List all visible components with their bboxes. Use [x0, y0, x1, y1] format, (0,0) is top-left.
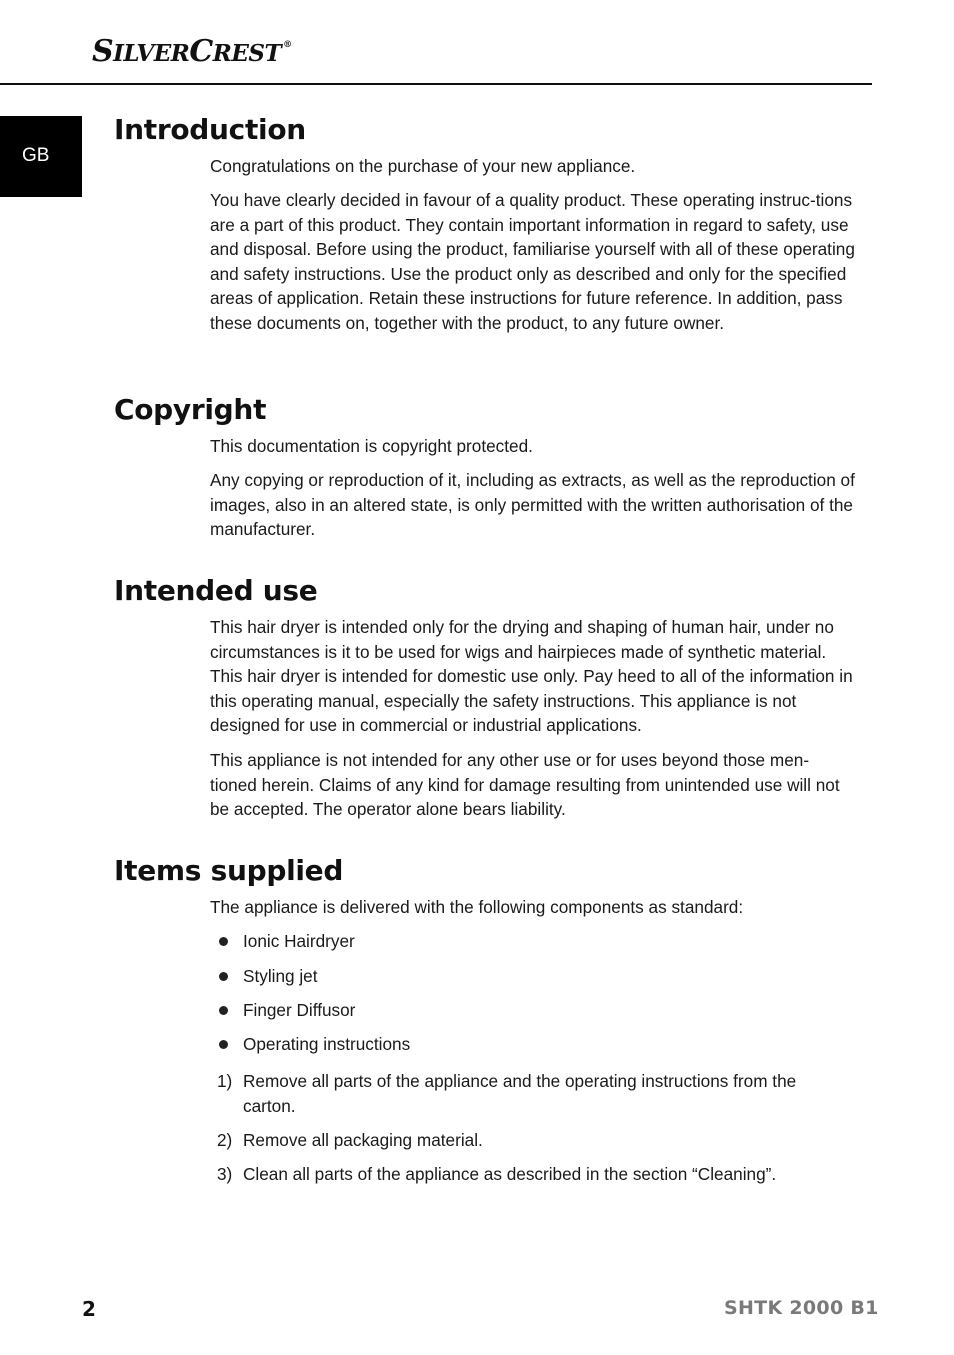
step-number: 1) [217, 1071, 233, 1091]
step-number: 2) [217, 1130, 233, 1150]
list-item-text: Styling jet [243, 966, 318, 986]
brand-logo [92, 34, 292, 69]
step-text: Remove all parts of the appliance and the operating instructions from the carton. [243, 1071, 797, 1116]
introduction-paragraph-1: Congratulations on the purchase of your new appliance. [210, 156, 636, 176]
logo-c: C [189, 34, 213, 69]
copyright-paragraph-2: Any copying or reproduction of it, including as extracts, as well as the reproduction of images, also in an altered state, is only permitted with the written authorisation of the manufacturer. [210, 470, 855, 540]
intended-use-heading: Intended use [114, 574, 318, 607]
bullet-dot-icon [219, 1040, 228, 1049]
header-divider [0, 83, 872, 85]
bullet-dot-icon [219, 937, 228, 946]
logo-ilver: ILVER [113, 40, 190, 67]
copyright-heading: Copyright [114, 393, 267, 426]
page-number: 2 [82, 1297, 96, 1321]
items-supplied-heading: Items supplied [114, 854, 344, 887]
logo-rest: REST [212, 40, 282, 67]
step-text: Remove all packaging material. [243, 1130, 483, 1150]
introduction-paragraph-2: You have clearly decided in favour of a quality product. These operating instruc-tions are a part of this product. They contain important information in regard to safety, use and disposal. Before using the product, familiarise yourself with all of these operating and safety instructions. Use the product only as described and only for the specified areas of application. Retain these instructions for future reference. In addition, pass these documents on, together with the product, to any future owner. [210, 190, 855, 333]
language-tab: GB [0, 116, 82, 197]
step-text: Clean all parts of the appliance as described in the section “Cleaning”. [243, 1164, 777, 1184]
logo-s: S [92, 34, 114, 69]
intended-use-paragraph-2: This appliance is not intended for any other use or for uses beyond those men-tioned herein. Claims of any kind for damage resulting from unintended use will not be accepted. The operator alone bears liability. [210, 750, 840, 820]
list-item-text: Operating instructions [243, 1034, 411, 1054]
model-number: SHTK 2000 B1 [724, 1297, 879, 1319]
registered-mark: ® [283, 40, 292, 50]
bullet-dot-icon [219, 1006, 228, 1015]
bullet-dot-icon [219, 972, 228, 981]
copyright-paragraph-1: This documentation is copyright protected. [210, 436, 533, 456]
introduction-heading: Introduction [114, 113, 306, 146]
step-number: 3) [217, 1164, 233, 1184]
items-supplied-intro: The appliance is delivered with the following components as standard: [210, 897, 744, 917]
list-item-text: Finger Diffusor [243, 1000, 356, 1020]
intended-use-paragraph-1: This hair dryer is intended only for the drying and shaping of human hair, under no circumstances is it to be used for wigs and hairpieces made of synthetic material. This hair dryer is intended for domestic use only. Pay heed to all of the information in this operating manual, especially the safety instructions. This appliance is not designed for use in commercial or industrial applications. [210, 617, 853, 736]
list-item-text: Ionic Hairdryer [243, 931, 355, 951]
